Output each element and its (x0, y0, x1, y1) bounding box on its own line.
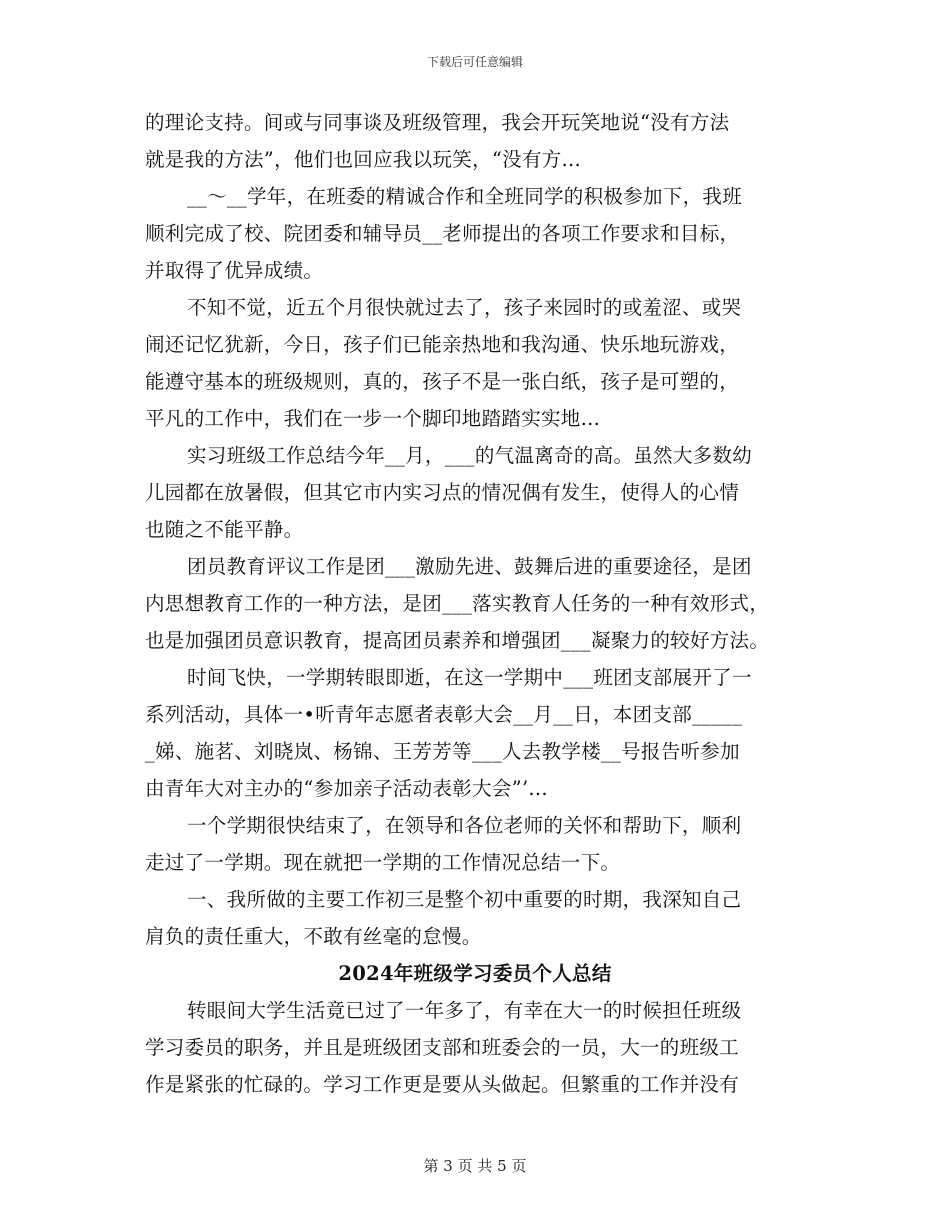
text-line: 儿园都在放暑假，但其它市内实习点的情况偶有发生，使得人的心情 (145, 481, 740, 504)
text-line: 也随之不能平静。 (145, 518, 304, 541)
paragraph-start-line: 时间飞快，一学期转眼即逝，在这一学期中___班团支部展开了一 (187, 666, 752, 689)
text-line: 能遵守基本的班级规则，真的，孩子不是一张白纸，孩子是可塑的， (145, 370, 740, 393)
section-heading: 2024年班级学习委员个人总结 (338, 962, 612, 985)
text-line: 肩负的责任重大，不敢有丝毫的怠慢。 (145, 925, 482, 948)
paragraph-start-line: __～__学年，在班委的精诚合作和全班同学的积极参加下，我班 (187, 185, 742, 208)
text-line: 学习委员的职务，并且是班级团支部和班委会的一员，大一的班级工 (145, 1036, 740, 1059)
text-line: 由青年大对主办的“参加亲子活动表彰大会”’... (145, 777, 548, 800)
text-line: 并取得了优异成绩。 (145, 259, 324, 282)
text-line: 就是我的方法”，他们也回应我以玩笑，“没有方... (145, 148, 582, 171)
paragraph-start-line: 转眼间大学生活竟已过了一年多了，有幸在大一的时候担任班级 (187, 999, 742, 1022)
page-header: 下载后可任意编辑 (426, 55, 523, 69)
paragraph-start-line: 实习班级工作总结今年__月，___的气温离奇的高。虽然大多数幼 (187, 444, 753, 467)
text-line: 也是加强团员意识教育，提高团员素养和增强团___凝聚力的较好方法。 (145, 629, 770, 652)
text-line: 内思想教育工作的一种方法，是团___落实教育人任务的一种有效形式， (145, 592, 770, 615)
text-line: 顺利完成了校、院团委和辅导员__老师提出的各项工作要求和目标， (145, 222, 740, 245)
paragraph-start-line: 一个学期很快结束了，在领导和各位老师的关怀和帮助下，顺利 (187, 814, 742, 837)
page-number-footer: 第 3 页 共 5 页 (423, 1157, 527, 1175)
text-line: 平凡的工作中，我们在一步一个脚印地踏踏实实地... (145, 407, 601, 430)
text-line: _娣、施茗、刘晓岚、杨锦、王芳芳等___人去教学楼__号报告听参加 (145, 740, 740, 763)
text-line: 的理论支持。间或与同事谈及班级管理，我会开玩笑地说“没有方法 (145, 111, 730, 134)
text-line: 闹还记忆犹新，今日，孩子们已能亲热地和我沟通、快乐地玩游戏， (145, 333, 740, 356)
paragraph-start-line: 团员教育评议工作是团___激励先进、鼓舞后进的重要途径，是团 (187, 555, 752, 578)
paragraph-start-line: 不知不觉，近五个月很快就过去了，孩子来园时的或羞涩、或哭 (187, 296, 742, 319)
text-line: 系列活动，具体一•听青年志愿者表彰大会__月__日，本团支部_____ (145, 703, 743, 726)
text-line: 走过了一学期。现在就把一学期的工作情况总结一下。 (145, 851, 621, 874)
paragraph-start-line: 一、我所做的主要工作初三是整个初中重要的时期，我深知自己 (187, 888, 742, 911)
document-body (145, 104, 825, 1103)
text-line: 作是紧张的忙碌的。学习工作更是要从头做起。但繁重的工作并没有 (145, 1073, 740, 1096)
